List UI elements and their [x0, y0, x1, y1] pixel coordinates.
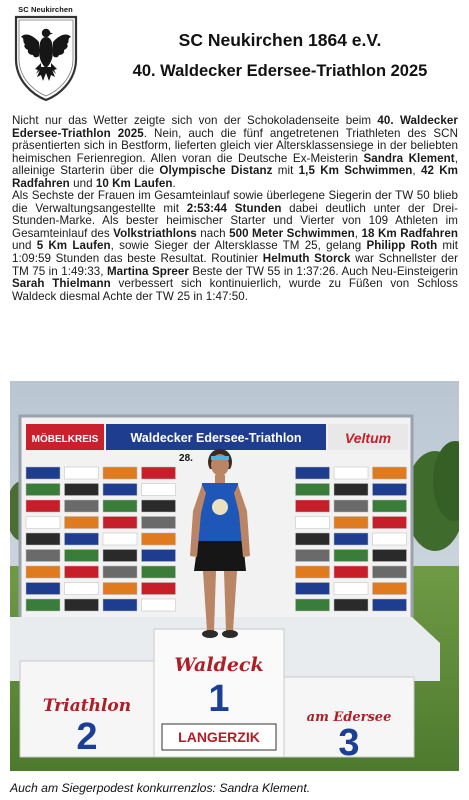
text-run: mit 1:09:59 Stunden das beste Resultat. Routinier [12, 239, 459, 266]
sponsor-logo-tile [373, 500, 407, 512]
bold-text-run: 500 Meter Schwimmen [229, 226, 355, 240]
sponsor-logo-tile [142, 517, 176, 529]
sponsor-logo-tile [296, 484, 330, 496]
sponsor-logo-tile [26, 599, 60, 611]
text-run: nach [196, 226, 230, 240]
club-crest [9, 5, 82, 101]
place-3-number: 3 [338, 722, 360, 764]
sponsor-logo-tile [296, 583, 330, 595]
place-1-number: 1 [208, 678, 230, 720]
sponsor-logo-tile [103, 599, 137, 611]
page-subtitle: 40. Waldecker Edersee-Triathlon 2025 [132, 62, 428, 80]
podium-left-word: Triathlon [42, 696, 132, 716]
sponsor-logo-tile [296, 566, 330, 578]
article-paragraph-2 [12, 190, 458, 303]
sponsor-logo-tile [103, 566, 137, 578]
podium-sponsor: LANGERZIK [178, 729, 260, 745]
photo-caption: Auch am Siegerpodest konkurrenzlos: Sandra Klement. [10, 781, 311, 795]
sponsor-logo-tile [296, 599, 330, 611]
bold-text-run: Philipp Roth [366, 239, 438, 253]
text-run: Als Sechste der Frauen im Gesamteinlauf sowie überlegene Siegerin der TW 50 blieb die Verwaltungsangestellte mit [12, 189, 458, 215]
bold-text-run: 18 Km Radfahren [361, 226, 458, 240]
sponsor-logo-tile [103, 533, 137, 545]
text-run: . [172, 176, 176, 190]
sponsor-logo-tile [26, 533, 60, 545]
bold-text-run: Olympische Distanz [159, 164, 273, 178]
sponsor-logo-tile [296, 550, 330, 562]
article-paragraph-1 [12, 115, 458, 190]
sponsor-logo-tile [142, 533, 176, 545]
sponsor-logo-tile [334, 484, 368, 496]
sponsor-logo-tile [334, 566, 368, 578]
article-body [12, 115, 458, 303]
sponsor-logo-tile [65, 599, 99, 611]
sponsor-logo-tile [65, 533, 99, 545]
sponsor-logo-tile [334, 467, 368, 479]
sponsor-logo-tile [373, 566, 407, 578]
sponsor-logo-tile [142, 467, 176, 479]
podium-scene [10, 381, 459, 771]
text-run: verbessert sich kontinuierlich, wurde zu Füßen von Schloss Waldeck diesmal Achte der TW 25 in 1:47:50. [12, 277, 459, 303]
sponsor-logo-tile [103, 467, 137, 479]
podium-right-word: am Edersee [306, 710, 392, 725]
sponsor-logo-tile [142, 500, 176, 512]
text-run: mit [272, 164, 299, 178]
sponsor-left: MÖBELKREIS [31, 434, 99, 445]
text-run: Beste der TW 55 in 1:37:26. Auch Neu-Einsteigerin [189, 264, 458, 278]
text-run: dabei deutlich unter der Drei-Stunden-Marke. Als bester heimischer Starter und Vierter von 109 Athleten im Gesamteinlauf des [12, 201, 458, 240]
sponsor-logo-tile [26, 484, 60, 496]
sponsor-logo-tile [296, 467, 330, 479]
banner-title: Waldecker Edersee-Triathlon [130, 431, 302, 445]
sponsor-logo-tile [334, 583, 368, 595]
bold-text-run: Volkstriathlons [113, 226, 197, 240]
sponsor-logo-tile [296, 533, 330, 545]
sponsor-logo-tile [65, 484, 99, 496]
sponsor-logo-tile [65, 583, 99, 595]
sponsor-logo-tile [26, 566, 60, 578]
bold-text-run: 10 Km Laufen [95, 176, 173, 190]
text-run: Nicht nur das Wetter zeigte sich von der Schokoladenseite beim [12, 114, 378, 127]
sponsor-logo-tile [334, 550, 368, 562]
sponsor-logo-tile [65, 517, 99, 529]
sponsor-logo-tile [142, 599, 176, 611]
bold-text-run: 42 Km Radfahren [12, 164, 459, 190]
bold-text-run: Martina Spreer [106, 264, 189, 278]
sponsor-logo-tile [26, 467, 60, 479]
sponsor-logo-tile [334, 599, 368, 611]
eagle-crest-icon [13, 15, 79, 101]
sponsor-logo-tile [26, 550, 60, 562]
sponsor-logo-tile [334, 517, 368, 529]
text-run: war Schnellster der TM 75 in 1:49:33, [12, 252, 458, 278]
sponsor-logo-tile [103, 583, 137, 595]
sponsor-logo-tile [296, 500, 330, 512]
sponsor-logo-tile [103, 550, 137, 562]
bold-text-run: 5 Km Laufen [36, 239, 111, 253]
text-run: , [354, 226, 362, 240]
podium-center-word: Waldeck [174, 654, 264, 676]
bold-text-run: Sandra Klement [363, 151, 455, 165]
text-run: . Nein, auch die fünf angetretenen Triathleten des SCN präsentierten sich in Bestform, lieferten gleich vier Altersklassensiege in der beliebten heimischen Ferienregion. Allen voran die Deutsche Ex-Meisterin [12, 126, 458, 165]
bold-text-run: 40. Waldecker Edersee-Triathlon 2025 [12, 114, 458, 140]
bold-text-run: Helmuth Storck [262, 252, 351, 266]
sponsor-logo-tile [373, 484, 407, 496]
sponsor-logo-tile [373, 533, 407, 545]
sponsor-right: Veltum [344, 430, 392, 446]
place-2-number: 2 [76, 716, 98, 758]
sponsor-logo-tile [103, 484, 137, 496]
bold-text-run: 1,5 Km Schwimmen [298, 164, 413, 178]
sponsor-logo-tile [142, 583, 176, 595]
sponsor-logo-tile [373, 599, 407, 611]
text-run: und [69, 176, 96, 190]
sponsor-logo-tile [26, 500, 60, 512]
sponsor-logo-tile [142, 484, 176, 496]
bold-text-run: Sarah Thielmann [12, 277, 111, 291]
podium-photo [10, 381, 459, 771]
sponsor-logo-tile [26, 517, 60, 529]
sponsor-logo-tile [334, 533, 368, 545]
sponsor-logo-tile [65, 467, 99, 479]
sponsor-logo-tile [296, 517, 330, 529]
page-title: SC Neukirchen 1864 e.V. [178, 30, 382, 50]
sponsor-logo-tile [65, 566, 99, 578]
sponsor-logo-tile [103, 517, 137, 529]
text-run: und [12, 239, 37, 253]
sponsor-logo-tile [26, 583, 60, 595]
sponsor-logo-tile [334, 500, 368, 512]
banner-number: 28. [179, 453, 193, 464]
text-run: , sowie Sieger der Altersklasse TM 25, gelang [110, 239, 367, 253]
sponsor-logo-tile [65, 550, 99, 562]
sponsor-logo-tile [142, 566, 176, 578]
sponsor-logo-tile [103, 500, 137, 512]
text-run: , [412, 164, 421, 178]
crest-label: SC Neukirchen [18, 5, 73, 14]
sponsor-logo-tile [373, 550, 407, 562]
sponsor-logo-tile [373, 517, 407, 529]
text-run: , alleinige Starterin über die [12, 151, 458, 178]
sponsor-logo-tile [142, 550, 176, 562]
sponsor-logo-tile [373, 583, 407, 595]
sponsor-logo-tile [373, 467, 407, 479]
sponsor-logo-tile [65, 500, 99, 512]
bold-text-run: 2:53:44 Stunden [186, 201, 282, 215]
